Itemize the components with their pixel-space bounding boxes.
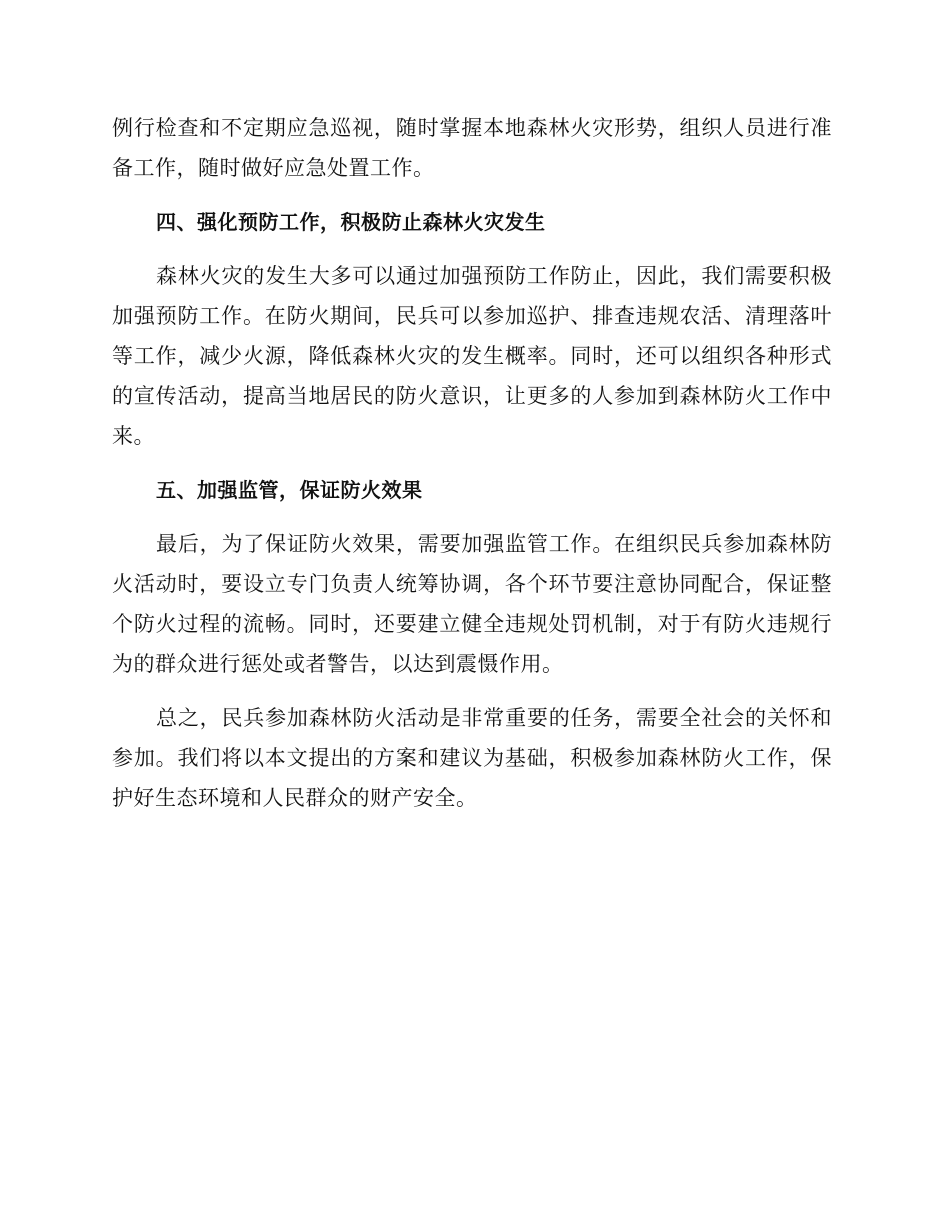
document-body (112, 108, 832, 832)
paragraph-continued: 例行检查和不定期应急巡视，随时掌握本地森林火灾形势，组织人员进行准备工作，随时做好应急处置工作。 (112, 116, 832, 180)
section-heading-4: 四、强化预防工作，积极防止森林火灾发生 (156, 210, 546, 234)
paragraph-conclusion: 总之，民兵参加森林防火活动是非常重要的任务，需要全社会的关怀和参加。我们将以本文提出的方案和建议为基础，积极参加森林防火工作，保护好生态环境和人民群众的财产安全。 (112, 706, 832, 810)
paragraph-prevention: 森林火灾的发生大多可以通过加强预防工作防止，因此，我们需要积极加强预防工作。在防火期间，民兵可以参加巡护、排查违规农活、清理落叶等工作，减少火源，降低森林火灾的发生概率。同时，还可以组织各种形式的宣传活动，提高当地居民的防火意识，让更多的人参加到森林防火工作中来。 (112, 264, 832, 448)
section-heading-5: 五、加强监管，保证防火效果 (156, 478, 423, 502)
paragraph-supervision: 最后，为了保证防火效果，需要加强监管工作。在组织民兵参加森林防火活动时，要设立专门负责人统筹协调，各个环节要注意协同配合，保证整个防火过程的流畅。同时，还要建立健全违规处罚机制，对于有防火违规行为的群众进行惩处或者警告，以达到震慑作用。 (112, 532, 832, 676)
